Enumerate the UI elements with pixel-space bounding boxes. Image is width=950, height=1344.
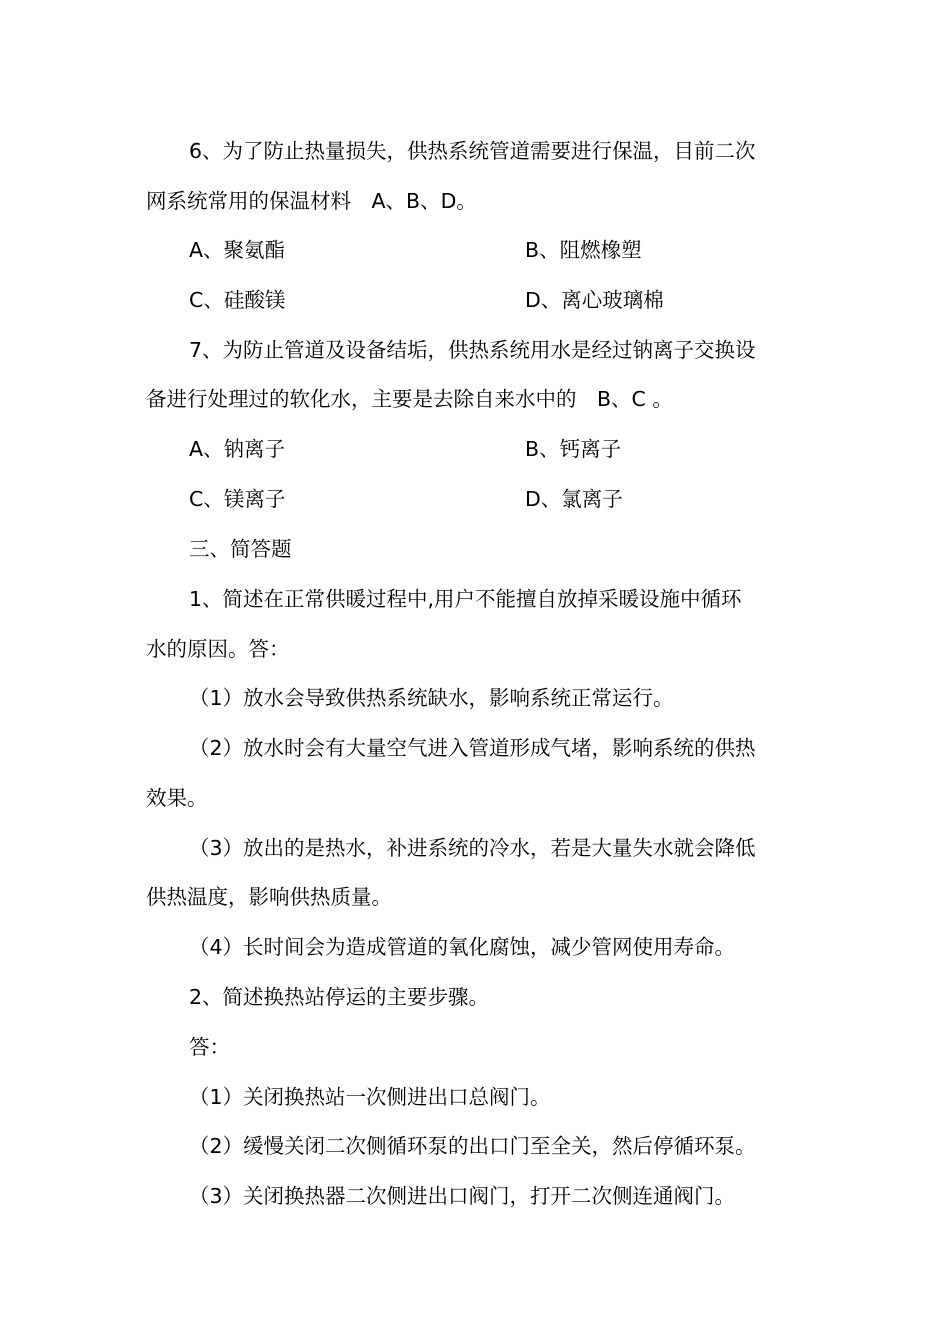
q7-option-b: B、钙离子	[525, 437, 622, 461]
q7-line-2: 备进行处理过的软化水，主要是去除自来水中的 B、C 。	[146, 387, 673, 411]
s1-answer-2-line-2: 效果。	[146, 786, 208, 810]
s1-answer-2-line-1: （2）放水时会有大量空气进入管道形成气堵，影响系统的供热	[189, 736, 756, 760]
s2-answer-3: （3）关闭换热器二次侧进出口阀门，打开二次侧连通阀门。	[189, 1184, 736, 1208]
q6-option-c: C、硅酸镁	[189, 288, 286, 312]
s1-answer-1: （1）放水会导致供热系统缺水，影响系统正常运行。	[189, 686, 674, 710]
q6-line-1: 6、为了防止热量损失，供热系统管道需要进行保温，目前二次	[189, 139, 756, 163]
q7-option-c: C、镁离子	[189, 487, 286, 511]
s1-answer-3-line-2: 供热温度，影响供热质量。	[146, 885, 392, 909]
s1-answer-3-line-1: （3）放出的是热水，补进系统的冷水，若是大量失水就会降低	[189, 836, 756, 860]
q6-line-2: 网系统常用的保温材料 A、B、D。	[146, 189, 477, 213]
q6-option-b: B、阻燃橡塑	[525, 238, 642, 262]
s1-question-line-1: 1、简述在正常供暖过程中,用户不能擅自放掉采暖设施中循环	[189, 587, 742, 611]
q6-option-a: A、聚氨酯	[189, 238, 286, 262]
s2-answer-2: （2）缓慢关闭二次侧循环泵的出口门至全关，然后停循环泵。	[189, 1134, 756, 1158]
section-title: 三、简答题	[189, 537, 292, 561]
s2-answer-1: （1）关闭换热站一次侧进出口总阀门。	[189, 1085, 551, 1109]
q7-option-a: A、钠离子	[189, 437, 286, 461]
s1-answer-4: （4）长时间会为造成管道的氧化腐蚀，减少管网使用寿命。	[189, 935, 736, 959]
s2-question: 2、简述换热站停运的主要步骤。	[189, 985, 490, 1009]
q6-option-d: D、离心玻璃棉	[525, 288, 664, 312]
s2-answer-label: 答：	[189, 1035, 230, 1059]
q7-line-1: 7、为防止管道及设备结垢，供热系统用水是经过钠离子交换设	[189, 338, 756, 362]
q7-option-d: D、氯离子	[525, 487, 623, 511]
s1-question-line-2: 水的原因。答：	[146, 637, 290, 661]
